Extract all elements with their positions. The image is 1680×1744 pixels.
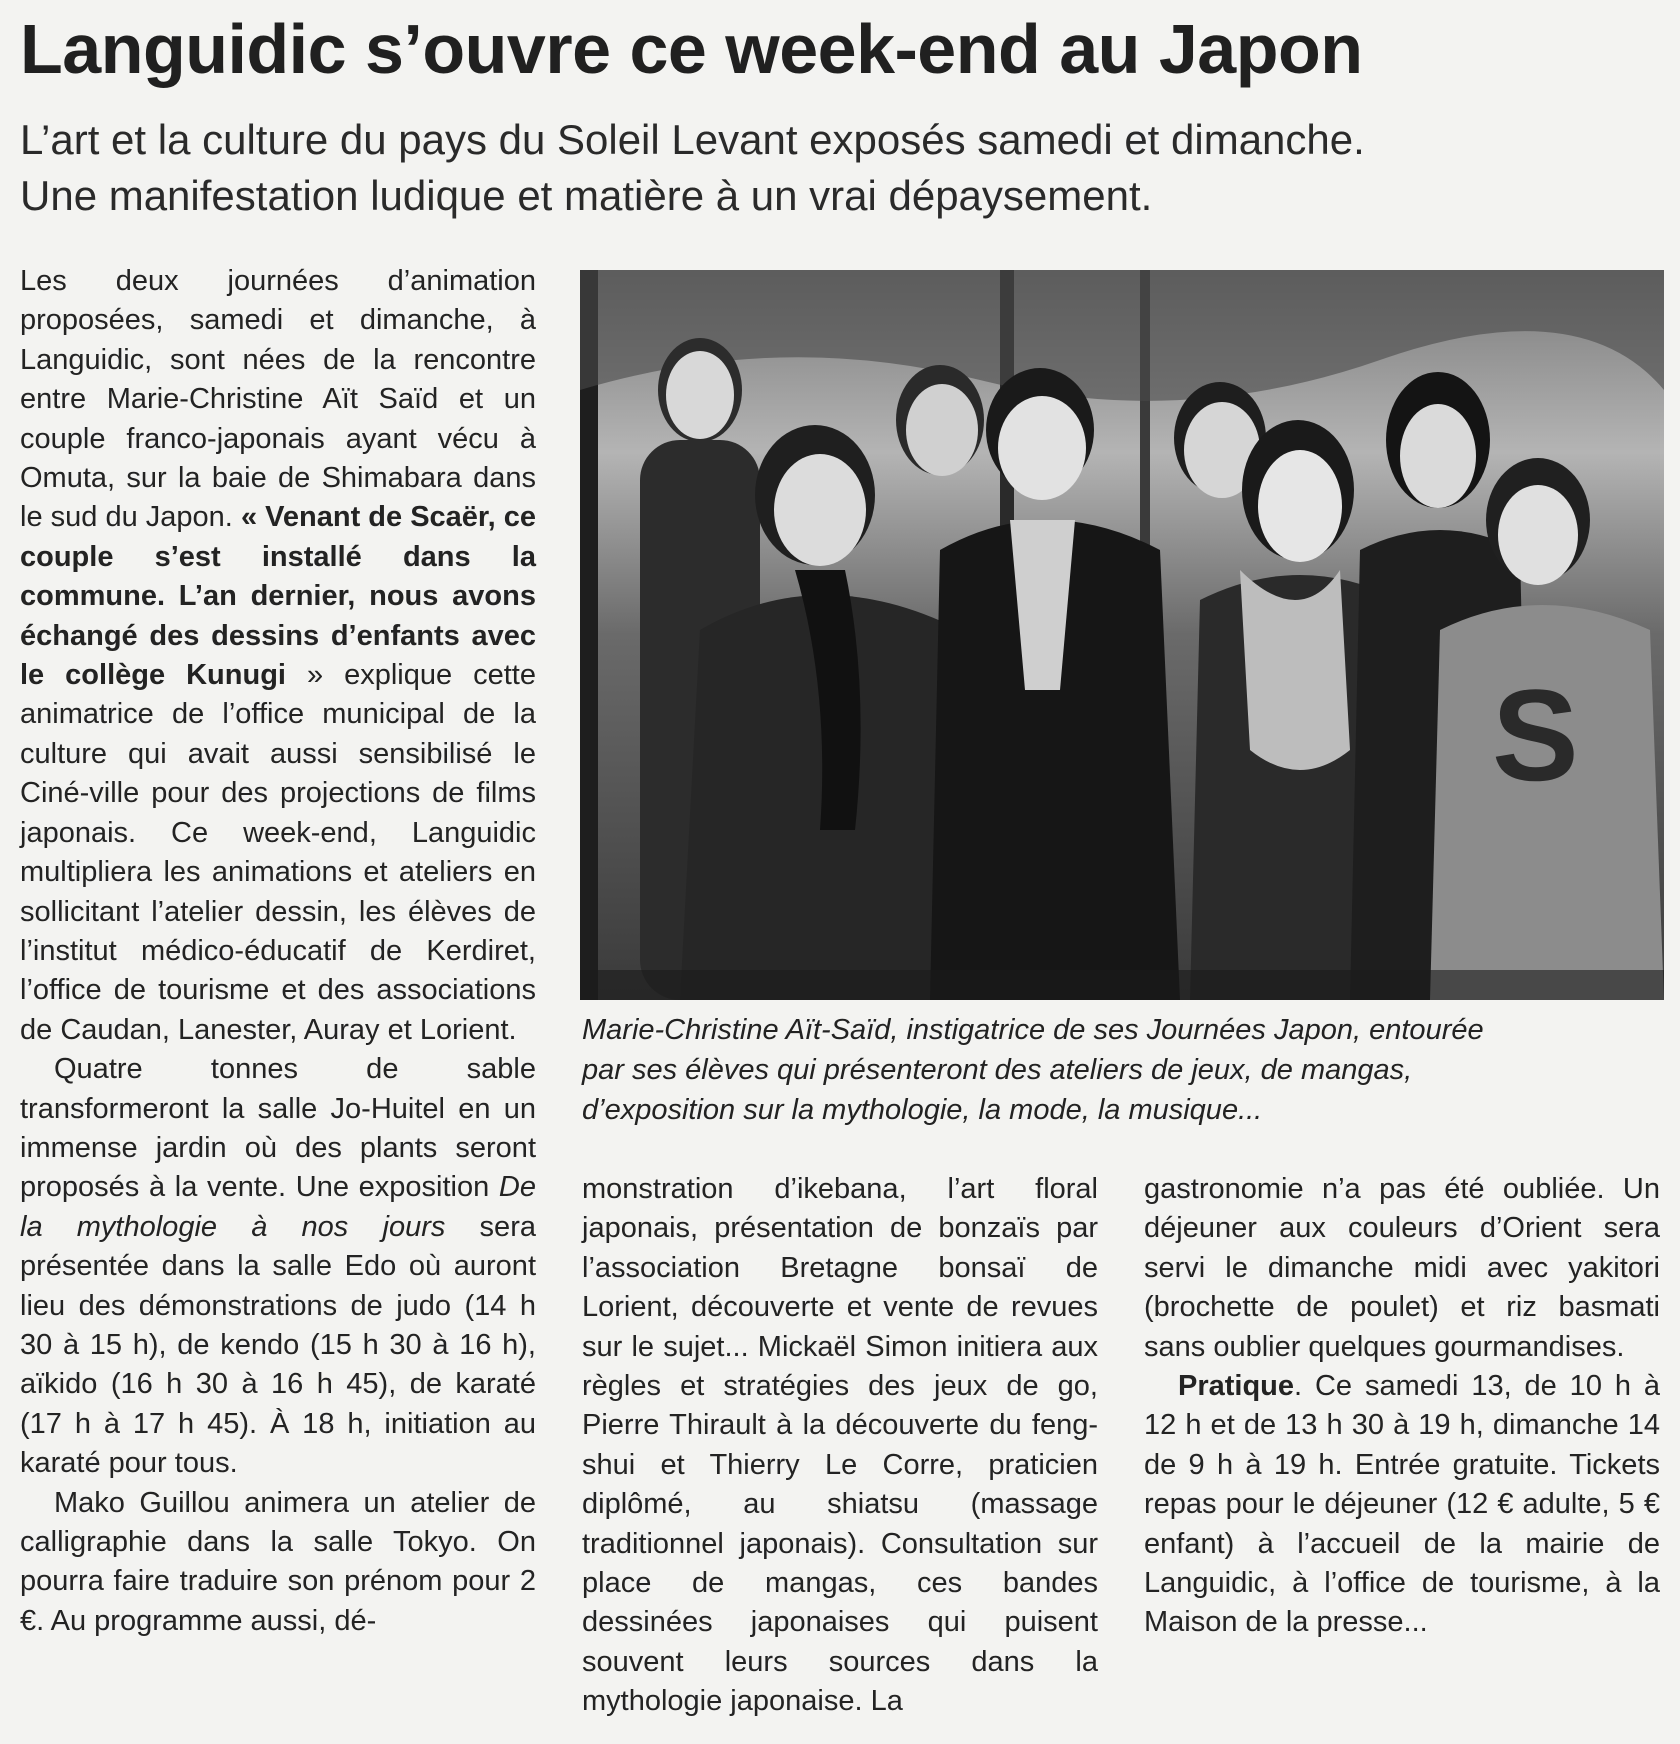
article-subheadline [20, 112, 1660, 224]
article-column-3 [1144, 1170, 1660, 1643]
caption-line-2: par ses élèves qui présenteront des ateliers de jeux, de mangas, [582, 1054, 1413, 1086]
caption-line-1: Marie-Christine Aït-Saïd, instigatrice de ses Journées Japon, entourée [582, 1014, 1484, 1046]
paragraph-calligraphy: Mako Guillou animera un atelier de calligraphie dans la salle Tokyo. On pourra faire traduire son prénom pour 2 €. Au programme aussi, dé- [20, 1486, 536, 1637]
article-column-1 [20, 262, 536, 1641]
exhibition-title: De la mythologie à nos jours [20, 1171, 536, 1243]
paragraph-gastronomy: gastronomie n’a pas été oubliée. Un déjeuner aux couleurs d’Orient sera servi le dimanche midi avec yakitori (brochette de poulet) et riz basmati sans oublier quelques gourmandises. [1144, 1173, 1660, 1363]
subhead-line-1: L’art et la culture du pays du Soleil Levant exposés samedi et dimanche. [20, 116, 1365, 163]
jersey-letter: S [1492, 662, 1579, 808]
article-photo [580, 270, 1664, 1000]
paragraph-practical [1144, 1367, 1660, 1643]
caption-line-3: d’exposition sur la mythologie, la mode, la musique... [582, 1094, 1263, 1126]
intro-rest-text: » explique cette animatrice de l’office municipal de la culture qui avait aussi sensibilisé le Ciné-ville pour des projections de films japonais. Ce week-end, Languidic multipliera les animations et ateliers en sollicitant l’atelier dessin, les élèves de l’institut médico-éducatif de Kerdiret, l’office de tourisme et des associations de Caudan, Lanester, Auray et Lorient. [20, 659, 536, 1046]
demonstrations-text: sera présentée dans la salle Edo où auront lieu des démonstrations de judo (14 h 30 à 15 h), de kendo (15 h 30 à 16 h), aïkido (16 h 30 à 16 h 45), de karaté (17 h à 17 h 45). À 18 h, initiation au karaté pour tous. [20, 1210, 536, 1480]
photo-caption [582, 1010, 1662, 1130]
paragraph-sand-garden [20, 1050, 536, 1483]
intro-text: Les deux journées d’animation proposées, samedi et dimanche, à Languidic, sont nées de la rencontre entre Marie-Christine Aït Saïd et un couple franco-japonais ayant vécu à Omuta, sur la baie de Shimabara dans le sud du Japon. [20, 265, 536, 534]
article-headline: Languidic s’ouvre ce week-end au Japon [20, 10, 1363, 88]
paragraph-ikebana: monstration d’ikebana, l’art floral japonais, présentation de bonzaïs par l’association Bretagne bonsaï de Lorient, découverte et vente de revues sur le sujet... Mickaël Simon initiera aux règles et stratégies des jeux de go, Pierre Thirault à la découverte du feng-shui et Thierry Le Corre, praticien diplômé, au shiatsu (massage traditionnel japonais). Consultation sur place de mangas, ces bandes dessinées japonaises qui puisent souvent leurs sources dans la mythologie japonaise. La [582, 1173, 1098, 1718]
paragraph-intro [20, 262, 536, 1050]
subhead-line-2: Une manifestation ludique et matière à un vrai dépaysement. [20, 172, 1153, 219]
practical-text: . Ce samedi 13, de 10 h à 12 h et de 13 h 30 à 19 h, dimanche 14 de 9 h à 19 h. Entrée gratuite. Tickets repas pour le déjeuner (12 € adulte, 5 € enfant) à l’accueil de la mairie de Languidic, à l’office de tourisme, à la Maison de la presse... [1144, 1370, 1660, 1639]
sand-text: Quatre tonnes de sable transformeront la salle Jo-Huitel en un immense jardin où des plants seront proposés à la vente. Une exposition [20, 1053, 536, 1204]
quote-text: « Venant de Scaër, ce couple s’est installé dans la commune. L’an dernier, nous avons échangé des dessins d’enfants avec le collège Kunugi [20, 501, 536, 692]
practical-label: Pratique [1178, 1370, 1295, 1403]
article-column-2 [582, 1170, 1098, 1722]
